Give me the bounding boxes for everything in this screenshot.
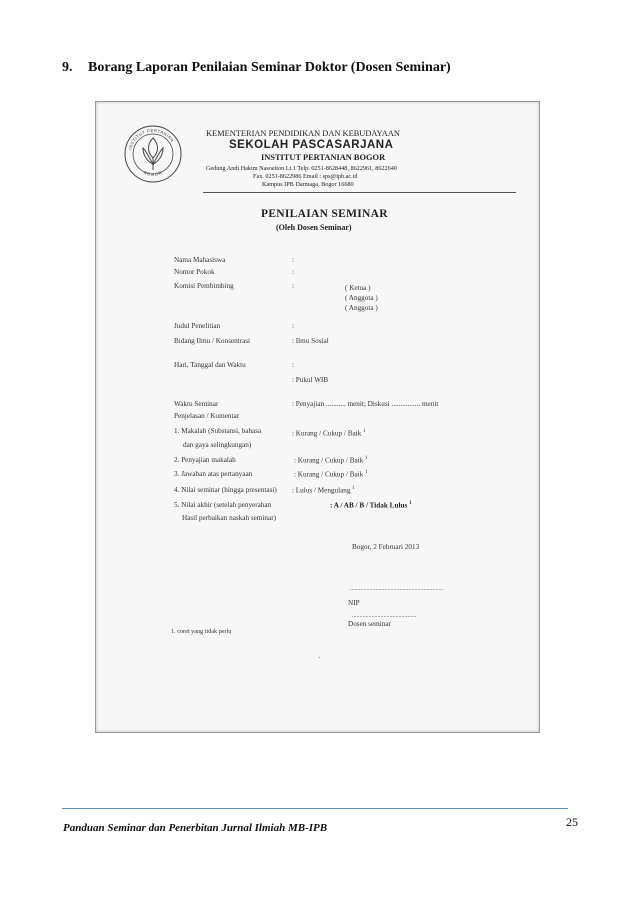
field-label-penjelasan: Penjelasan / Komentar [174,412,240,420]
nip-line: ........................................... [352,613,417,619]
item-3-value: : Kurang / Cukup / Baik $^1$ [294,470,368,479]
field-value-pukul: : Pukul WIB [292,376,329,384]
field-value-waktu: : Penyajian ........... menit; Diskusi ................ menit [292,400,439,408]
komisi-role-ketua: ( Ketua ) [345,284,371,292]
section-heading [62,60,451,76]
form-title: PENILAIAN SEMINAR [261,208,388,220]
field-value-nama: : [292,256,294,264]
letterhead-address-2: Fax. 0251-8622986 Email : sps@ipb.ac.id [253,173,358,180]
item-3-label: 3. Jawaban atas pertanyaan [174,470,253,478]
signature-date: Bogor, 2 Februari 2013 [352,543,420,551]
letterhead-rule [203,192,516,193]
letterhead-ministry: KEMENTERIAN PENDIDIKAN DAN KEBUDAYAAN [206,129,400,138]
field-value-komisi: : [292,282,294,290]
page-number: 25 [566,815,578,829]
item-5-label-2: Hasil perbaikan naskah seminar) [182,514,277,522]
footer-text: Panduan Seminar dan Penerbitan Jurnal Ilmiah MB-IPB [63,822,328,834]
field-value-bidang: : Ilmu Sosial [292,337,329,345]
svg-text:BOGOR [143,170,164,177]
field-label-nomor: Nomor Pokok [174,268,215,276]
scanned-form-image [95,101,540,733]
logo-text-bottom: BOGOR [142,169,164,178]
field-label-waktu: Waktu Seminar [174,400,219,408]
item-1-label: 1. Makalah (Substansi, bahasa [174,427,262,435]
komisi-role-anggota-1: ( Anggota ) [345,294,378,302]
field-value-hari: : [292,361,294,369]
letterhead-address-3: Kampus IPB Darmaga, Bogor 16680 [262,181,354,188]
ipb-logo-icon [123,124,183,184]
section-title: Borang Laporan Penilaian Seminar Doktor (Dosen Seminar) [88,60,451,75]
item-1-label-2: dan gaya selingkungan) [183,441,252,449]
signature-line: .............................................................. [350,586,443,592]
item-5-label: 5. Nilai akhir (setelah penyerahan [174,501,272,509]
footnote: 1. coret yang tidak perlu [171,628,232,635]
letterhead-school: SEKOLAH PASCASARJANA [229,139,394,151]
item-2-label: 2. Penyajian makalah [174,456,236,464]
letterhead-institute: INSTITUT PERTANIAN BOGOR [261,153,386,162]
field-label-nama: Nama Mahasiswa [174,256,226,264]
nip-label: NIP [348,599,360,607]
field-value-nomor: : [292,268,294,276]
scan-speck: · [318,654,321,662]
item-4-label: 4. Nilai seminar (hingga presentasi) [174,486,277,494]
signature-role: Dosen seminar [348,620,391,628]
item-1-value: : Kurang / Cukup / Baik $^1$ [292,429,366,438]
letterhead-address-1: Gedung Andi Hakim Nasoetion Lt.1 Telp. 0251-8628448, 8622961, 8622640 [206,165,397,172]
logo-text-top: INSTITUT PERTANIAN [127,127,176,151]
field-label-judul: Judul Penelitian [174,322,221,330]
field-label-hari: Hari, Tanggal dan Waktu [174,361,246,369]
item-4-value: : Lulus / Mengulang $^1$ [292,486,355,495]
field-label-bidang: Bidang Ilmu / Konsentrasi [174,337,251,345]
footer-rule [62,808,568,809]
form-subtitle: (Oleh Dosen Seminar) [276,223,352,232]
section-number: 9. [62,60,73,75]
item-5-value: : A / AB / B / Tidak Lulus $^1$ [330,501,412,510]
komisi-role-anggota-2: ( Anggota ) [345,304,378,312]
field-label-komisi: Komisi Pembimbing [174,282,234,290]
item-2-value: : Kurang / Cukup / Baik $^1$ [294,456,368,465]
field-value-judul: : [292,322,294,330]
